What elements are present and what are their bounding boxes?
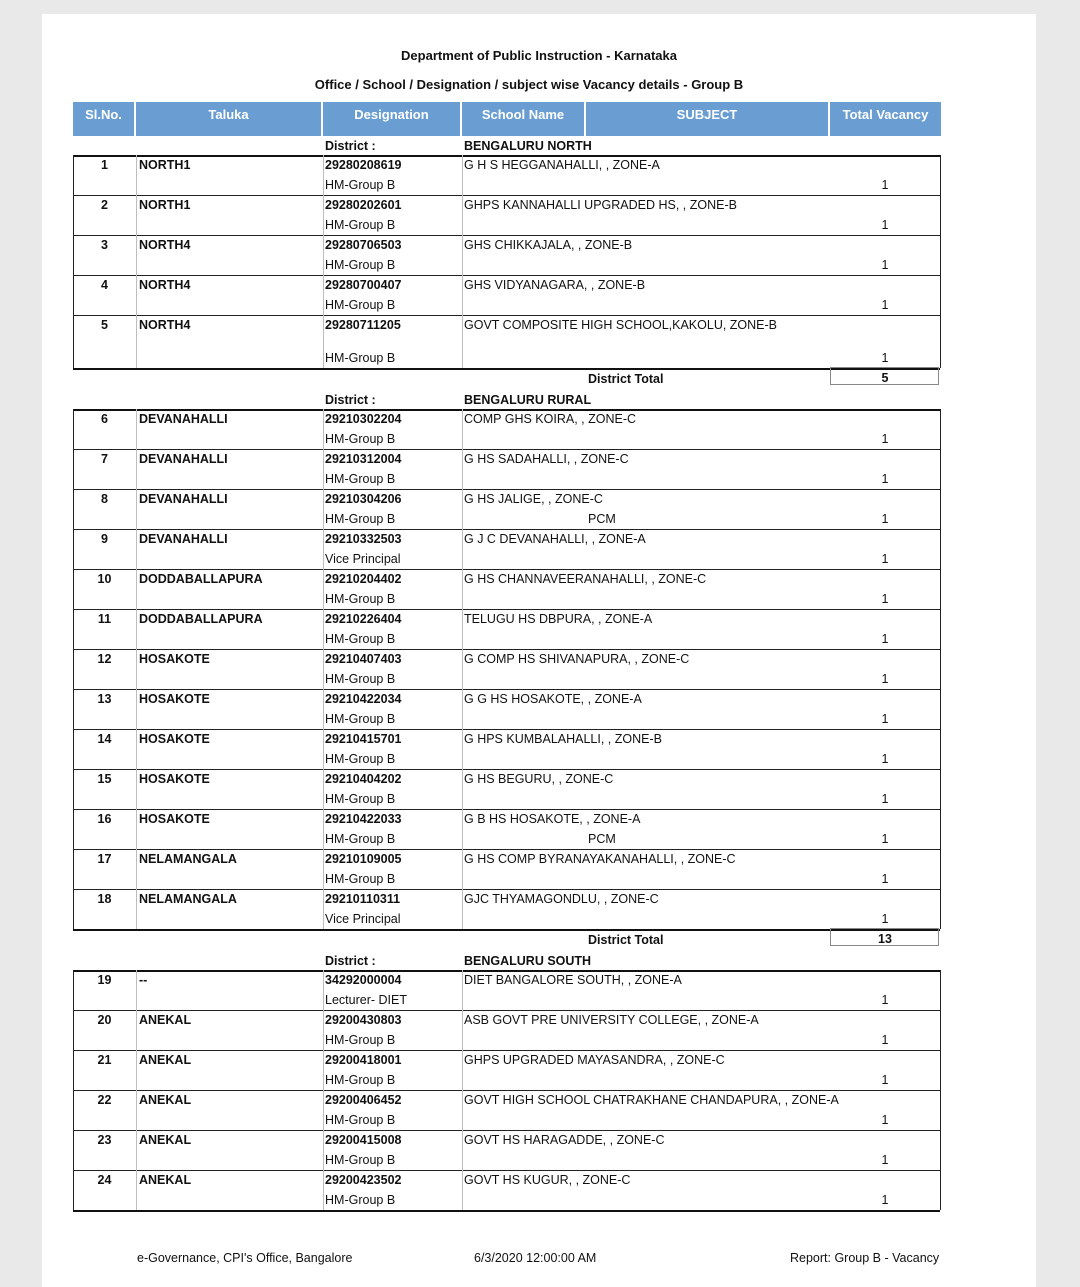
school-code: 29210204402	[325, 572, 402, 586]
school-name: DIET BANGALORE SOUTH, , ZONE-A	[464, 973, 682, 987]
school-name: GHS VIDYANAGARA, , ZONE-B	[464, 278, 646, 292]
school-name: G COMP HS SHIVANAPURA, , ZONE-C	[464, 652, 690, 666]
designation: HM-Group B	[325, 218, 396, 232]
total-vacancy: 1	[881, 712, 889, 726]
district-name: BENGALURU RURAL	[464, 393, 592, 407]
subject	[588, 749, 688, 769]
designation: HM-Group B	[325, 178, 396, 192]
column-divider	[73, 970, 74, 1210]
row-divider	[73, 368, 940, 370]
designation: HM-Group B	[325, 1033, 396, 1047]
designation: HM-Group B	[325, 872, 396, 886]
total-vacancy: 1	[881, 512, 889, 526]
school-name: TELUGU HS DBPURA, , ZONE-A	[464, 612, 653, 626]
subject	[588, 1030, 688, 1050]
school-code: 29280706503	[325, 238, 402, 252]
subject	[588, 709, 688, 729]
designation: HM-Group B	[325, 472, 396, 486]
total-vacancy: 1	[881, 178, 889, 192]
district-name: BENGALURU SOUTH	[464, 954, 592, 968]
taluka: NORTH4	[139, 238, 191, 252]
school-code: 29280700407	[325, 278, 402, 292]
school-name: G J C DEVANAHALLI, , ZONE-A	[464, 532, 646, 546]
header-designation: Designation	[323, 102, 462, 136]
total-vacancy: 1	[881, 298, 889, 312]
subject	[588, 1070, 688, 1090]
school-code: 29210422034	[325, 692, 402, 706]
taluka: DODDABALLAPURA	[139, 612, 263, 626]
report-subtitle: Office / School / Designation / subject wise Vacancy details - Group B	[314, 77, 744, 92]
serial-number: 23	[97, 1133, 112, 1147]
school-code: 29210304206	[325, 492, 402, 506]
taluka: DEVANAHALLI	[139, 492, 228, 506]
taluka: HOSAKOTE	[139, 772, 210, 786]
taluka: HOSAKOTE	[139, 652, 210, 666]
serial-number: 19	[97, 973, 112, 987]
school-name: ASB GOVT PRE UNIVERSITY COLLEGE, , ZONE-A	[464, 1013, 759, 1027]
school-code: 29200430803	[325, 1013, 402, 1027]
school-code: 29210226404	[325, 612, 402, 626]
total-vacancy: 1	[881, 472, 889, 486]
school-code: 29200415008	[325, 1133, 402, 1147]
school-name: G B HS HOSAKOTE, , ZONE-A	[464, 812, 641, 826]
district-total-value: 5	[881, 371, 889, 385]
serial-number: 9	[101, 532, 108, 546]
district-total-value: 13	[878, 932, 892, 946]
serial-number: 24	[97, 1173, 112, 1187]
school-name: G HPS KUMBALAHALLI, , ZONE-B	[464, 732, 662, 746]
row-divider	[73, 1210, 940, 1212]
subject	[588, 348, 688, 368]
serial-number: 22	[97, 1093, 112, 1107]
school-name: GOVT HS HARAGADDE, , ZONE-C	[464, 1133, 665, 1147]
column-divider	[136, 409, 137, 929]
serial-number: 14	[97, 732, 112, 746]
designation: HM-Group B	[325, 1193, 396, 1207]
subject	[588, 175, 688, 195]
column-divider	[462, 409, 463, 929]
taluka: DODDABALLAPURA	[139, 572, 263, 586]
column-divider	[73, 409, 74, 929]
school-code: 29210312004	[325, 452, 402, 466]
footer-report: Report: Group B - Vacancy	[790, 1251, 940, 1265]
footer-date: 6/3/2020 12:00:00 AM	[474, 1251, 597, 1265]
column-divider	[462, 970, 463, 1210]
school-name: G G HS HOSAKOTE, , ZONE-A	[464, 692, 642, 706]
designation: HM-Group B	[325, 672, 396, 686]
total-vacancy: 1	[881, 832, 889, 846]
designation: HM-Group B	[325, 432, 396, 446]
school-name: G HS JALIGE, , ZONE-C	[464, 492, 603, 506]
school-code: 29280208619	[325, 158, 402, 172]
school-code: 29200418001	[325, 1053, 402, 1067]
school-name: G H S HEGGANAHALLI, , ZONE-A	[464, 158, 660, 172]
serial-number: 1	[101, 158, 108, 172]
serial-number: 2	[101, 198, 108, 212]
school-code: 34292000004	[325, 973, 402, 987]
subject	[588, 215, 688, 235]
taluka: NORTH1	[139, 198, 191, 212]
serial-number: 6	[101, 412, 108, 426]
serial-number: 13	[97, 692, 112, 706]
designation: HM-Group B	[325, 752, 396, 766]
total-vacancy: 1	[881, 592, 889, 606]
serial-number: 18	[97, 892, 112, 906]
district-total-label: District Total	[588, 372, 664, 386]
taluka: DEVANAHALLI	[139, 452, 228, 466]
designation: HM-Group B	[325, 1073, 396, 1087]
school-name: GJC THYAMAGONDLU, , ZONE-C	[464, 892, 659, 906]
school-name: GOVT COMPOSITE HIGH SCHOOL,KAKOLU, ZONE-B	[464, 318, 778, 332]
column-divider	[323, 970, 324, 1210]
designation: HM-Group B	[325, 592, 396, 606]
header-slno: Sl.No.	[73, 102, 136, 136]
vacancy-table	[42, 14, 1036, 1287]
footer-office: e-Governance, CPI's Office, Bangalore	[137, 1251, 353, 1265]
school-name: G HS COMP BYRANAYAKANAHALLI, , ZONE-C	[464, 852, 736, 866]
column-divider	[136, 970, 137, 1210]
serial-number: 21	[97, 1053, 112, 1067]
total-vacancy: 1	[881, 218, 889, 232]
taluka: NORTH1	[139, 158, 191, 172]
designation: HM-Group B	[325, 258, 396, 272]
district-label: District :	[325, 393, 376, 407]
taluka: NORTH4	[139, 318, 191, 332]
taluka: HOSAKOTE	[139, 732, 210, 746]
designation: Vice Principal	[325, 912, 401, 926]
school-code: 29210332503	[325, 532, 402, 546]
serial-number: 12	[97, 652, 112, 666]
taluka: ANEKAL	[139, 1053, 192, 1067]
school-code: 29200406452	[325, 1093, 402, 1107]
subject	[588, 669, 688, 689]
district-total-label: District Total	[588, 933, 664, 947]
subject: PCM	[588, 832, 616, 846]
school-code: 29210422033	[325, 812, 402, 826]
header-subject: SUBJECT	[586, 102, 830, 136]
designation: HM-Group B	[325, 1153, 396, 1167]
subject	[588, 1190, 688, 1210]
taluka: ANEKAL	[139, 1173, 192, 1187]
serial-number: 4	[101, 278, 108, 292]
total-vacancy: 1	[881, 1153, 889, 1167]
serial-number: 17	[97, 852, 112, 866]
total-vacancy: 1	[881, 1113, 889, 1127]
subject	[588, 469, 688, 489]
subject	[588, 549, 688, 569]
report-page	[42, 14, 1036, 1287]
school-code: 29280202601	[325, 198, 402, 212]
taluka: ANEKAL	[139, 1133, 192, 1147]
subject	[588, 429, 688, 449]
school-name: G HS SADAHALLI, , ZONE-C	[464, 452, 629, 466]
total-vacancy: 1	[881, 432, 889, 446]
subject	[588, 255, 688, 275]
designation: HM-Group B	[325, 351, 396, 365]
row-divider	[73, 929, 940, 931]
taluka: HOSAKOTE	[139, 812, 210, 826]
district-label: District :	[325, 139, 376, 153]
total-vacancy: 1	[881, 1193, 889, 1207]
school-code: 29280711205	[325, 318, 401, 332]
total-vacancy: 1	[881, 792, 889, 806]
serial-number: 7	[101, 452, 108, 466]
serial-number: 10	[97, 572, 112, 586]
report-title: Department of Public Instruction - Karnataka	[401, 48, 677, 63]
total-vacancy: 1	[881, 912, 889, 926]
subject	[588, 909, 688, 929]
serial-number: 11	[97, 612, 112, 626]
school-code: 29210407403	[325, 652, 402, 666]
subject: PCM	[588, 512, 616, 526]
school-name: GHS CHIKKAJALA, , ZONE-B	[464, 238, 633, 252]
subject	[588, 789, 688, 809]
school-name: G HS BEGURU, , ZONE-C	[464, 772, 614, 786]
school-name: GHPS KANNAHALLI UPGRADED HS, , ZONE-B	[464, 198, 737, 212]
school-code: 29200423502	[325, 1173, 402, 1187]
taluka: NELAMANGALA	[139, 892, 237, 906]
header-total-vacancy: Total Vacancy	[830, 102, 941, 136]
column-divider	[323, 409, 324, 929]
total-vacancy: 1	[881, 1073, 889, 1087]
school-name: G HS CHANNAVEERANAHALLI, , ZONE-C	[464, 572, 707, 586]
serial-number: 20	[97, 1013, 112, 1027]
taluka: HOSAKOTE	[139, 692, 210, 706]
subject	[588, 869, 688, 889]
total-vacancy: 1	[881, 552, 889, 566]
column-divider	[940, 409, 941, 929]
subject	[588, 589, 688, 609]
total-vacancy: 1	[881, 1033, 889, 1047]
total-vacancy: 1	[881, 872, 889, 886]
column-divider	[323, 155, 324, 368]
subject	[588, 1110, 688, 1130]
serial-number: 8	[101, 492, 108, 506]
total-vacancy: 1	[881, 351, 889, 365]
total-vacancy: 1	[881, 993, 889, 1007]
school-code: 29210415701	[325, 732, 402, 746]
taluka: DEVANAHALLI	[139, 412, 228, 426]
school-name: GHPS UPGRADED MAYASANDRA, , ZONE-C	[464, 1053, 725, 1067]
serial-number: 5	[101, 318, 108, 332]
designation: Vice Principal	[325, 552, 401, 566]
designation: HM-Group B	[325, 632, 396, 646]
taluka: ANEKAL	[139, 1093, 192, 1107]
school-name: GOVT HS KUGUR, , ZONE-C	[464, 1173, 631, 1187]
header-school-name: School Name	[462, 102, 586, 136]
subject	[588, 1150, 688, 1170]
column-divider	[136, 155, 137, 368]
taluka: --	[139, 973, 148, 987]
column-divider	[940, 970, 941, 1210]
school-name: GOVT HIGH SCHOOL CHATRAKHANE CHANDAPURA, , ZONE-A	[464, 1093, 839, 1107]
subject	[588, 295, 688, 315]
designation: HM-Group B	[325, 512, 396, 526]
school-name: COMP GHS KOIRA, , ZONE-C	[464, 412, 637, 426]
designation: HM-Group B	[325, 832, 396, 846]
school-code: 29210404202	[325, 772, 402, 786]
district-name: BENGALURU NORTH	[464, 139, 592, 153]
taluka: DEVANAHALLI	[139, 532, 228, 546]
total-vacancy: 1	[881, 672, 889, 686]
designation: HM-Group B	[325, 298, 396, 312]
taluka: NELAMANGALA	[139, 852, 237, 866]
designation: HM-Group B	[325, 792, 396, 806]
designation: HM-Group B	[325, 712, 396, 726]
column-divider	[462, 155, 463, 368]
total-vacancy: 1	[881, 258, 889, 272]
header-taluka: Taluka	[136, 102, 323, 136]
school-code: 29210109005	[325, 852, 402, 866]
designation: HM-Group B	[325, 1113, 396, 1127]
designation: Lecturer- DIET	[325, 993, 407, 1007]
column-divider	[73, 155, 74, 368]
taluka: NORTH4	[139, 278, 191, 292]
serial-number: 15	[97, 772, 112, 786]
total-vacancy: 1	[881, 752, 889, 766]
school-code: 29210110311	[325, 892, 401, 906]
serial-number: 16	[97, 812, 112, 826]
serial-number: 3	[101, 238, 108, 252]
column-divider	[940, 155, 941, 368]
district-label: District :	[325, 954, 376, 968]
school-code: 29210302204	[325, 412, 402, 426]
taluka: ANEKAL	[139, 1013, 192, 1027]
subject	[588, 990, 688, 1010]
subject	[588, 629, 688, 649]
total-vacancy: 1	[881, 632, 889, 646]
